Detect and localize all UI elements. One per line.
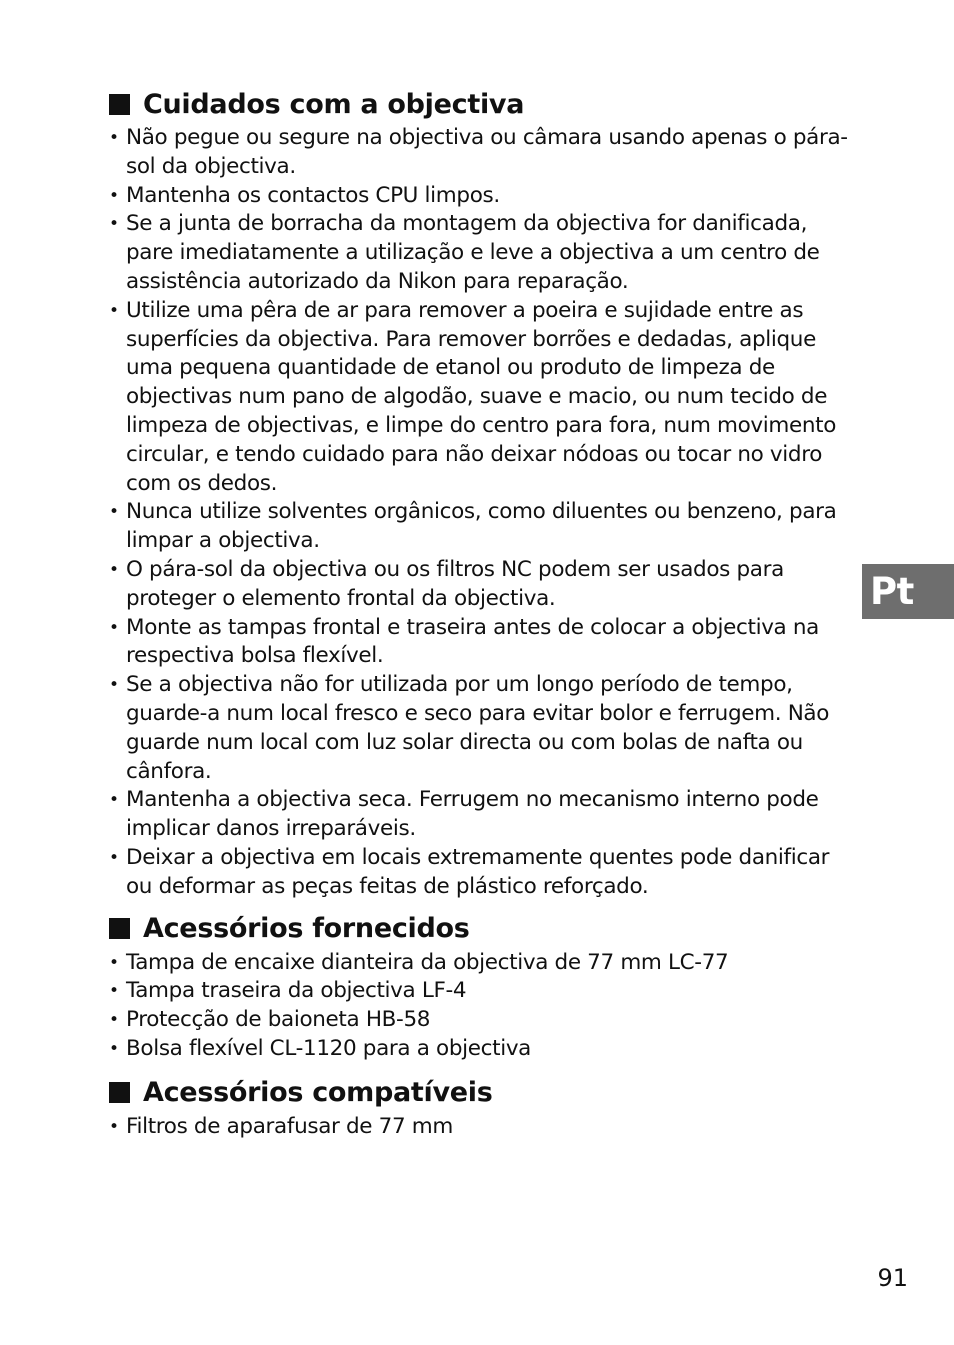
list-item: • Deixar a objectiva em locais extremamente quentes pode danificar ou deformar as peças feitas de plástico reforçado.	[109, 844, 849, 902]
page-number: 91	[877, 1264, 908, 1292]
list-item: • Bolsa flexível CL-1120 para a objectiva	[109, 1035, 849, 1064]
list-item: • Se a objectiva não for utilizada por um longo período de tempo, guarde-a num local fresco e seco para evitar bolor e ferrugem. Não guarde num local com luz solar directa ou com bolas de nafta ou cânfora.	[109, 671, 849, 786]
section-title: Acessórios compatíveis	[143, 1077, 493, 1109]
section-heading-supplied-accessories	[109, 909, 849, 949]
section-heading-compatible-accessories	[109, 1073, 849, 1113]
square-bullet-icon	[109, 918, 130, 939]
list-item: • Protecção de baioneta HB-58	[109, 1006, 849, 1035]
list-item: • Não pegue ou segure na objectiva ou câmara usando apenas o pára-sol da objectiva.	[109, 124, 849, 182]
list-item: • Utilize uma pêra de ar para remover a poeira e sujidade entre as superfícies da objectiva. Para remover borrões e dedadas, aplique uma pequena quantidade de etanol ou produto de limpeza de objectivas num pano de algodão, suave e macio, ou num tecido de limpeza de objectivas, e limpe do centro para fora, num movimento circular, e tendo cuidado para não deixar nódoas ou tocar no vidro com os dedos.	[109, 297, 849, 499]
section-title: Acessórios fornecidos	[143, 913, 470, 945]
compatible-accessories-list	[109, 1113, 849, 1142]
list-item: • Nunca utilize solventes orgânicos, como diluentes ou benzeno, para limpar a objectiva.	[109, 498, 849, 556]
manual-page-content	[109, 84, 849, 1142]
list-item: • Se a junta de borracha da montagem da objectiva for danificada, pare imediatamente a utilização e leve a objectiva a um centro de assistência autorizado da Nikon para reparação.	[109, 210, 849, 296]
lens-care-list	[109, 124, 849, 902]
section-heading-lens-care	[109, 84, 849, 124]
supplied-accessories-list	[109, 949, 849, 1064]
list-item: • Tampa traseira da objectiva LF-4	[109, 977, 849, 1006]
list-item: • Mantenha os contactos CPU limpos.	[109, 182, 849, 211]
list-item: • Filtros de aparafusar de 77 mm	[109, 1113, 849, 1142]
square-bullet-icon	[109, 1082, 130, 1103]
square-bullet-icon	[109, 94, 130, 115]
list-item: • O pára-sol da objectiva ou os filtros NC podem ser usados para proteger o elemento frontal da objectiva.	[109, 556, 849, 614]
list-item: • Mantenha a objectiva seca. Ferrugem no mecanismo interno pode implicar danos irreparáveis.	[109, 786, 849, 844]
list-item: • Monte as tampas frontal e traseira antes de colocar a objectiva na respectiva bolsa flexível.	[109, 614, 849, 672]
section-title: Cuidados com a objectiva	[143, 88, 525, 120]
language-tab: Pt	[862, 564, 954, 619]
list-item: • Tampa de encaixe dianteira da objectiva de 77 mm LC-77	[109, 949, 849, 978]
